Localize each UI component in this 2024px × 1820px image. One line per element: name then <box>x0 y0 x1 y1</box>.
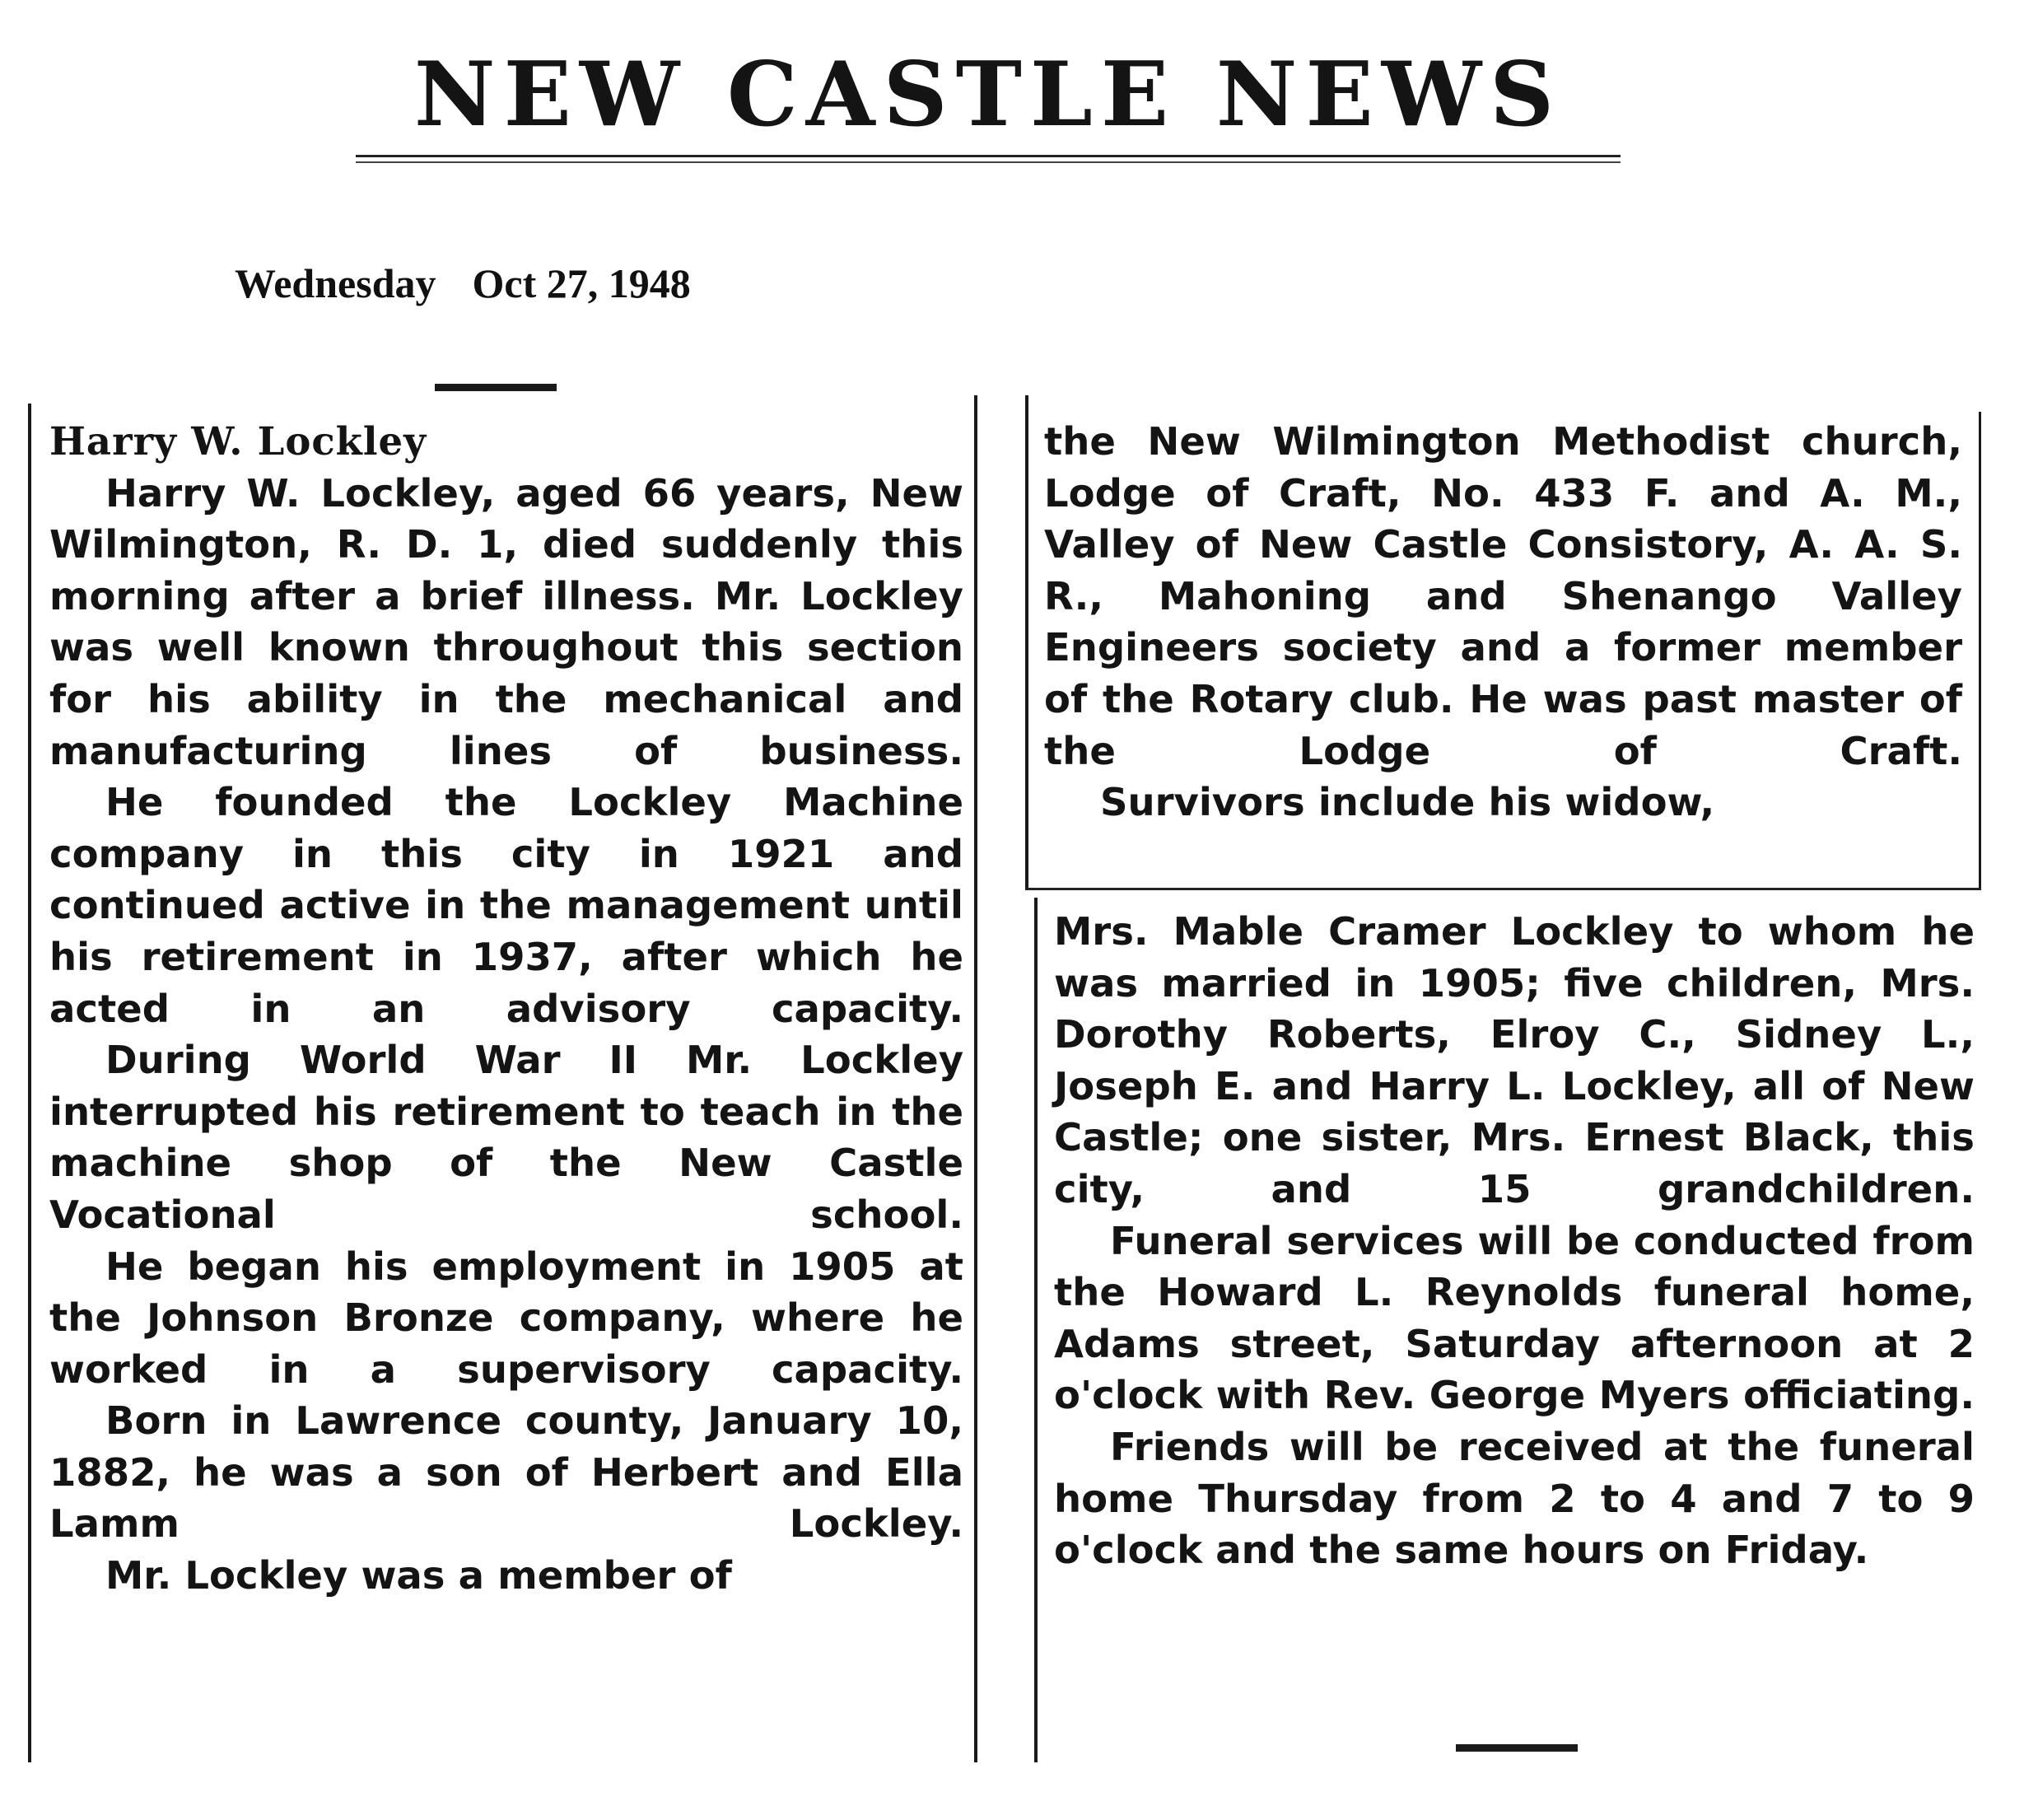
article-paragraph: Survivors include his widow, <box>1100 780 1715 825</box>
article-paragraph: the New Wilmington Methodist church, Lodge of Craft, No. 433 F. and A. M., Valley of New Castle Consistory, A. A. S. R., Mahoning and Shenango Valley Engineers society and a former member of the Rotary club. He was past master of the Lodge of Craft. <box>1044 419 1962 773</box>
article-headline: Harry W. Lockley <box>49 418 427 464</box>
end-separator-dash <box>1456 1744 1578 1752</box>
masthead-rule-secondary <box>356 161 1621 163</box>
dateline-weekday: Wednesday <box>235 260 436 306</box>
right-bottom-column-left-border <box>1034 898 1038 1762</box>
article-paragraph: He began his employment in 1905 at the Johnson Bronze company, where he worked in a supervisory capacity. <box>49 1244 963 1392</box>
article-right-column-bottom <box>1054 906 1975 1576</box>
article-paragraph: During World War II Mr. Lockley interrupted his retirement to teach in the machine shop of the New Castle Vocational school. <box>49 1038 963 1237</box>
top-separator-dash <box>435 384 557 391</box>
article-paragraph: Harry W. Lockley, aged 66 years, New Wilmington, R. D. 1, died suddenly this morning after a brief illness. Mr. Lockley was well known throughout this section for his ability in the mechanical and manufacturing lines of business. <box>49 470 963 773</box>
masthead-rule <box>356 155 1621 157</box>
article-paragraph: Friends will be received at the funeral home Thursday from 2 to 4 and 7 to 9 o'clock and the same hours on Friday. <box>1054 1424 1975 1573</box>
dateline <box>235 257 691 310</box>
left-column-right-border <box>974 395 977 1762</box>
article-paragraph: Mrs. Mable Cramer Lockley to whom he was married in 1905; five children, Mrs. Dorothy Roberts, Elroy C., Sidney L., Joseph E. and Harry L. Lockley, all of New Castle; one sister, Mrs. Ernest Black, this city, and 15 grandchildren. <box>1054 909 1975 1211</box>
article-paragraph: Mr. Lockley was a member of <box>105 1553 732 1598</box>
article-right-column-top <box>1044 416 1962 828</box>
masthead-title: NEW CASTLE NEWS <box>413 43 1563 147</box>
right-top-column-right-border <box>1979 412 1981 889</box>
right-clipping-divider <box>1025 888 1981 890</box>
dateline-date: Oct 27, 1948 <box>472 260 691 306</box>
left-column-left-border <box>28 404 31 1762</box>
article-paragraph: Born in Lawrence county, January 10, 1882, he was a son of Herbert and Ella Lamm Lockley. <box>49 1398 963 1547</box>
article-left-column <box>49 416 963 1602</box>
article-paragraph: He founded the Lockley Machine company in this city in 1921 and continued active in the management until his retirement in 1937, after which he acted in an advisory capacity. <box>49 780 963 1031</box>
article-paragraph: Funeral services will be conducted from the Howard L. Reynolds funeral home, Adams street, Saturday afternoon at 2 o'clock with Rev. George Myers officiating. <box>1054 1218 1975 1418</box>
right-top-column-left-border <box>1025 395 1028 889</box>
